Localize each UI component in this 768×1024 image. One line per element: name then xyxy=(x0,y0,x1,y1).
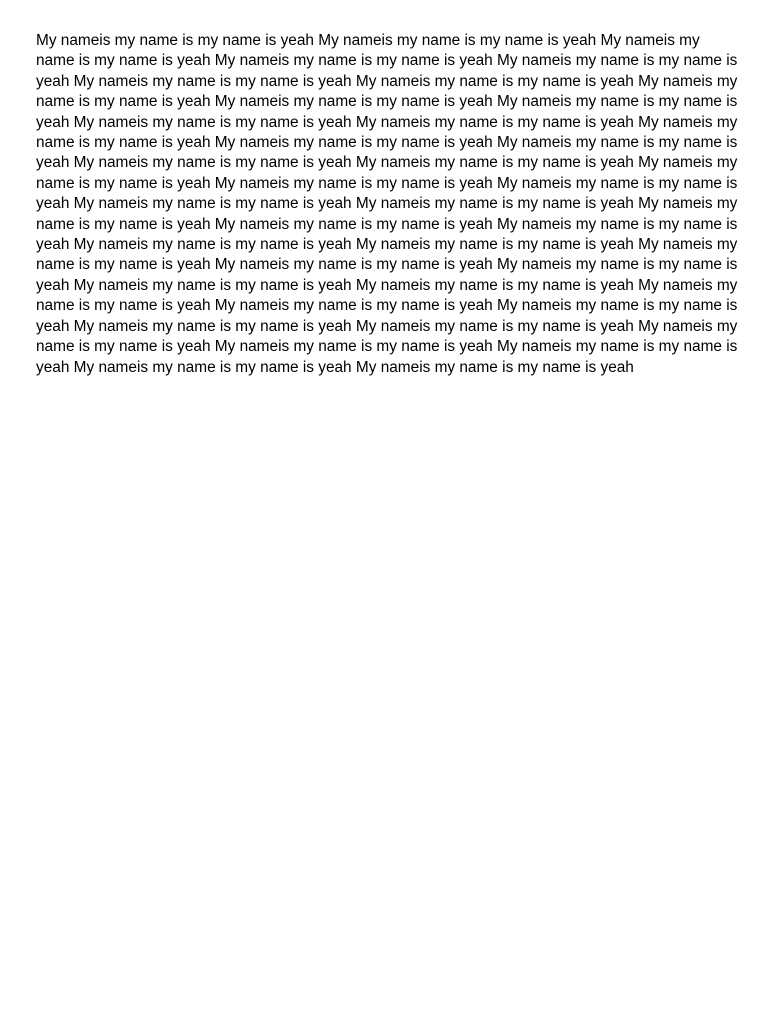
body-paragraph: My nameis my name is my name is yeah My nameis my name is my name is yeah My nameis my name is my name is yeah My nameis my name is my name is yeah My nameis my name is my name is yeah My nameis my name is my name is yeah My nameis my name is my name is yeah My nameis my name is my name is yeah My nameis my name is my name is yeah My nameis my name is my name is yeah My nameis my name is my name is yeah My nameis my name is my name is yeah My nameis my name is my name is yeah My nameis my name is my name is yeah My nameis my name is my name is yeah My nameis my name is my name is yeah My nameis my name is my name is yeah My nameis my name is my name is yeah My nameis my name is my name is yeah My nameis my name is my name is yeah My nameis my name is my name is yeah My nameis my name is my name is yeah My nameis my name is my name is yeah My nameis my name is my name is yeah My nameis my name is my name is yeah My nameis my name is my name is yeah My nameis my name is my name is yeah My nameis my name is my name is yeah My nameis my name is my name is yeah My nameis my name is my name is yeah My nameis my name is my name is yeah My nameis my name is my name is yeah My nameis my name is my name is yeah My nameis my name is my name is yeah My nameis my name is my name is yeah My nameis my name is my name is yeah My nameis my name is my name is yeah My nameis my name is my name is yeah My nameis my name is my name is yeah My nameis my name is my name is yeah My nameis my name is my name is yeah My nameis my name is my name is yeah xyxy=(36,32,738,376)
